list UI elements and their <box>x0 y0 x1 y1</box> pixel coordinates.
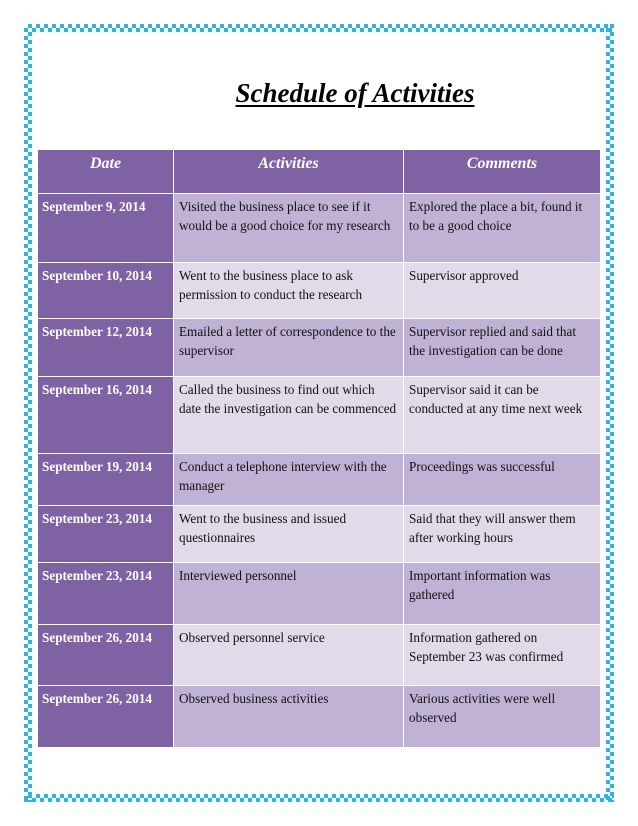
row-activity: Went to the business place to ask permission to conduct the research <box>174 263 404 319</box>
row-date: September 10, 2014 <box>38 263 174 319</box>
table-row <box>38 454 601 506</box>
row-date: September 19, 2014 <box>38 454 174 506</box>
row-date: September 26, 2014 <box>38 686 174 748</box>
decorative-border-bottom <box>24 794 614 802</box>
row-comment: Explored the place a bit, found it to be a good choice <box>404 194 601 263</box>
row-comment: Supervisor approved <box>404 263 601 319</box>
row-activity: Visited the business place to see if it would be a good choice for my research <box>174 194 404 263</box>
table-row <box>38 506 601 563</box>
table-row <box>38 686 601 748</box>
row-comment: Supervisor replied and said that the investigation can be done <box>404 319 601 377</box>
schedule-table <box>37 149 601 748</box>
column-header-date: Date <box>38 150 174 194</box>
page-title: Schedule of Activities <box>235 78 475 108</box>
row-comment: Various activities were well observed <box>404 686 601 748</box>
row-date: September 16, 2014 <box>38 377 174 454</box>
row-comment: Said that they will answer them after working hours <box>404 506 601 563</box>
table-row <box>38 625 601 686</box>
row-date: September 12, 2014 <box>38 319 174 377</box>
table-row <box>38 194 601 263</box>
row-comment: Proceedings was successful <box>404 454 601 506</box>
row-date: September 23, 2014 <box>38 506 174 563</box>
table-row <box>38 263 601 319</box>
decorative-border-top <box>24 24 614 32</box>
row-activity: Observed business activities <box>174 686 404 748</box>
table-header-row <box>38 150 601 194</box>
column-header-comments: Comments <box>404 150 601 194</box>
row-date: September 26, 2014 <box>38 625 174 686</box>
decorative-border-left <box>24 24 32 802</box>
row-activity: Interviewed personnel <box>174 563 404 625</box>
row-activity: Went to the business and issued questionnaires <box>174 506 404 563</box>
row-activity: Observed personnel service <box>174 625 404 686</box>
table-row <box>38 319 601 377</box>
decorative-border-right <box>606 24 614 802</box>
row-date: September 23, 2014 <box>38 563 174 625</box>
row-activity: Emailed a letter of correspondence to the supervisor <box>174 319 404 377</box>
table-row <box>38 377 601 454</box>
row-comment: Important information was gathered <box>404 563 601 625</box>
row-activity: Called the business to find out which date the investigation can be commenced <box>174 377 404 454</box>
table-row <box>38 563 601 625</box>
row-comment: Information gathered on September 23 was confirmed <box>404 625 601 686</box>
column-header-activities: Activities <box>174 150 404 194</box>
row-comment: Supervisor said it can be conducted at any time next week <box>404 377 601 454</box>
row-date: September 9, 2014 <box>38 194 174 263</box>
row-activity: Conduct a telephone interview with the manager <box>174 454 404 506</box>
